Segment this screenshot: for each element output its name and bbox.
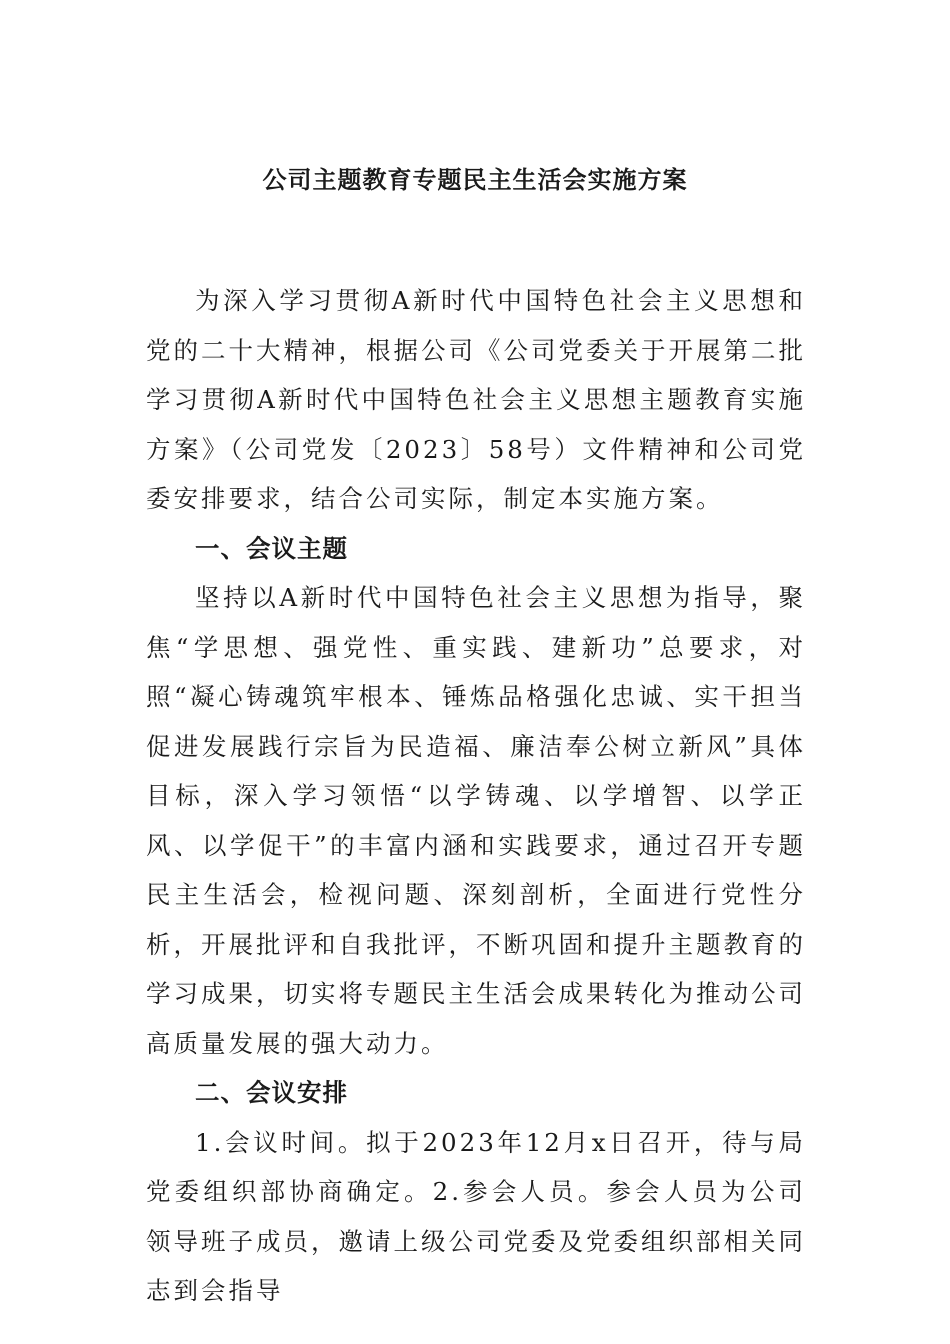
section-paragraph-meeting-arrangement: 1.会议时间。拟于2023年12月x日召开，待与局党委组织部协商确定。2.参会人员。参会人员为公司领导班子成员，邀请上级公司党委及党委组织部相关同志到会指导 [146,1127,806,1305]
section-heading-meeting-theme: 一、会议主题 [195,533,348,563]
section-heading-meeting-arrangement: 二、会议安排 [195,1078,348,1107]
section-paragraph-meeting-theme: 坚持以A新时代中国特色社会主义思想为指导，聚焦“学思想、强党性、重实践、建新功”总要求，对照“凝心铸魂筑牢根本、锤炼品格强化忠诚、实干担当促进发展践行宗旨为民造福、廉洁奉公树立新风”具体目标，深入学习领悟“以学铸魂、以学增智、以学正风、以学促干”的丰富内涵和实践要求，通过召开专题民主生活会，检视问题、深刻剖析，全面进行党性分析，开展批评和自我批评，不断巩固和提升主题教育的学习成果，切实将专题民主生活会成果转化为推动公司高质量发展的强大动力。 [146,583,806,1058]
document-body [146,276,806,1316]
intro-paragraph: 为深入学习贯彻A新时代中国特色社会主义思想和党的二十大精神，根据公司《公司党委关于开展第二批学习贯彻A新时代中国特色社会主义思想主题教育实施方案》（公司党发〔2023〕58号）文件精神和公司党委安排要求，结合公司实际，制定本实施方案。 [146,286,806,513]
page-title: 公司主题教育专题民主生活会实施方案 [262,165,688,194]
